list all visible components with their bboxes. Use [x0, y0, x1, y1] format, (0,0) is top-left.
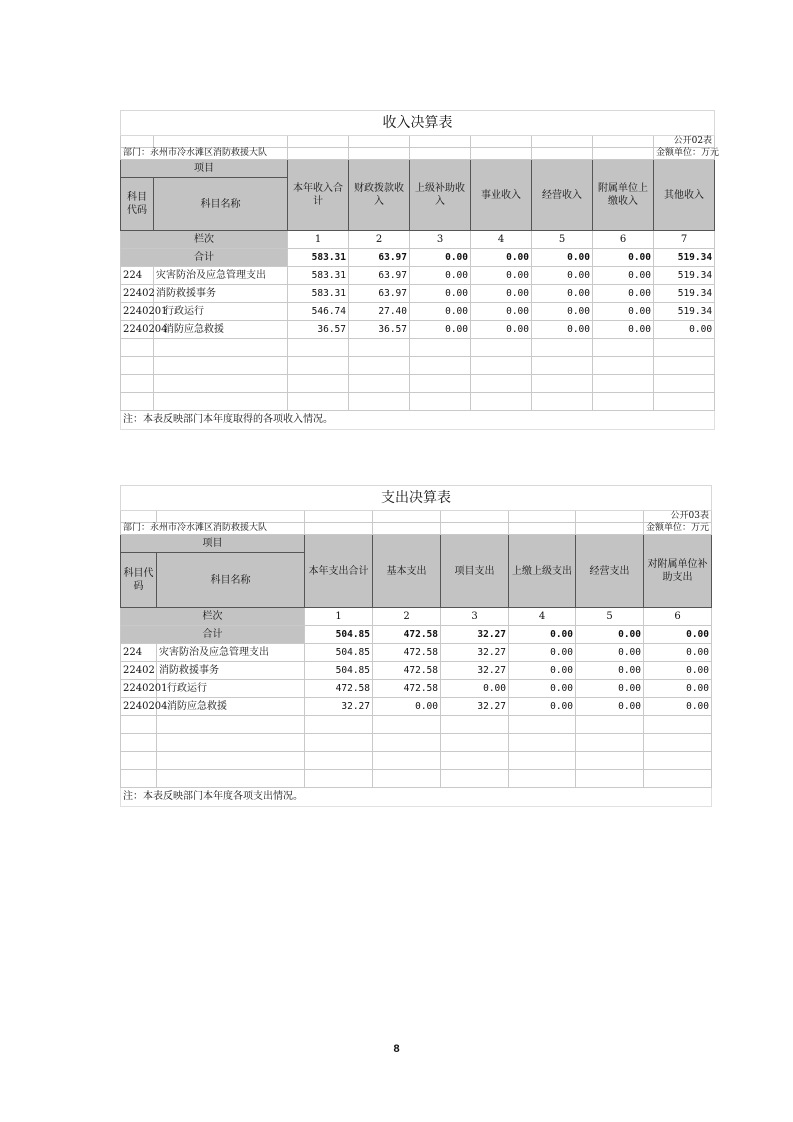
empty-row: [121, 339, 715, 357]
table-row: [121, 267, 715, 285]
row-value: 504.85: [305, 662, 373, 680]
income-index-cell: 1: [288, 231, 349, 249]
table-row: [121, 662, 712, 680]
income-title: 收入决算表: [121, 111, 715, 136]
income-index-cell: 6: [593, 231, 654, 249]
income-header-name: 科目名称: [154, 178, 288, 231]
income-col-header: 经营收入: [532, 160, 593, 231]
income-index-cell: 7: [654, 231, 715, 249]
expense-total-cell: 504.85: [305, 626, 373, 644]
income-col-header: 附属单位上缴收入: [593, 160, 654, 231]
row-value: 472.58: [373, 644, 441, 662]
row-name: 消防救援事务: [154, 285, 288, 303]
row-code: 2240204: [121, 321, 154, 339]
empty-row: [121, 770, 712, 788]
income-total-cell: 0.00: [593, 249, 654, 267]
row-value: 0.00: [471, 267, 532, 285]
row-value: 27.40: [349, 303, 410, 321]
row-value: 519.34: [654, 267, 715, 285]
expense-total-cell: 0.00: [509, 626, 576, 644]
income-index-cell: 3: [410, 231, 471, 249]
income-table: [120, 110, 720, 430]
income-index-cell: 4: [471, 231, 532, 249]
expense-col-header: 经营支出: [576, 535, 644, 608]
row-name: 行政运行: [157, 680, 305, 698]
row-code: 2240201: [121, 303, 154, 321]
expense-index-cell: 6: [644, 608, 712, 626]
row-name: 灾害防治及应急管理支出: [154, 267, 288, 285]
row-code: 22402: [121, 285, 154, 303]
income-col-header: 事业收入: [471, 160, 532, 231]
row-value: 0.00: [410, 303, 471, 321]
row-code: 2240204: [121, 698, 157, 716]
expense-index-cell: 5: [576, 608, 644, 626]
expense-total-cell: 0.00: [576, 626, 644, 644]
expense-col-header: 项目支出: [441, 535, 509, 608]
row-value: 546.74: [288, 303, 349, 321]
row-value: 0.00: [471, 303, 532, 321]
empty-row: [121, 375, 715, 393]
row-value: 0.00: [593, 303, 654, 321]
row-value: 63.97: [349, 285, 410, 303]
row-value: 0.00: [532, 303, 593, 321]
expense-note: 注：本表反映部门本年度各项支出情况。: [121, 788, 712, 807]
row-name: 消防救援事务: [157, 662, 305, 680]
row-value: 0.00: [532, 267, 593, 285]
income-department: 部门：永州市冷水滩区消防救援大队: [121, 148, 288, 160]
expense-header-code: 科目代码: [121, 553, 157, 608]
expense-col-header: 本年支出合计: [305, 535, 373, 608]
row-value: 0.00: [576, 644, 644, 662]
row-value: 472.58: [305, 680, 373, 698]
expense-statement: [120, 485, 711, 807]
expense-col-header: 上缴上级支出: [509, 535, 576, 608]
empty-row: [121, 357, 715, 375]
empty-row: [121, 752, 712, 770]
income-col-header: 本年收入合计: [288, 160, 349, 231]
expense-total-label: 合计: [121, 626, 305, 644]
expense-title: 支出决算表: [121, 486, 712, 511]
income-total-cell: 0.00: [532, 249, 593, 267]
row-value: 0.00: [644, 698, 712, 716]
row-value: 0.00: [644, 662, 712, 680]
row-value: 583.31: [288, 285, 349, 303]
income-total-cell: 0.00: [471, 249, 532, 267]
row-value: 0.00: [509, 662, 576, 680]
row-value: 0.00: [532, 321, 593, 339]
table-row: [121, 698, 712, 716]
row-value: 0.00: [532, 285, 593, 303]
income-col-header: 财政拨款收入: [349, 160, 410, 231]
row-value: 0.00: [471, 321, 532, 339]
income-index-cell: 5: [532, 231, 593, 249]
row-value: 63.97: [349, 267, 410, 285]
row-value: 32.27: [441, 662, 509, 680]
row-value: 0.00: [654, 321, 715, 339]
empty-row: [121, 393, 715, 411]
row-code: 224: [121, 644, 157, 662]
income-total-row: [121, 249, 715, 267]
row-value: 0.00: [410, 267, 471, 285]
row-name: 消防应急救援: [154, 321, 288, 339]
row-value: 0.00: [509, 644, 576, 662]
expense-col-header: 对附属单位补助支出: [644, 535, 712, 608]
income-total-cell: 519.34: [654, 249, 715, 267]
expense-index-cell: 1: [305, 608, 373, 626]
expense-amount-unit: 金额单位：万元: [644, 523, 712, 535]
income-col-header: 其他收入: [654, 160, 715, 231]
row-value: 32.27: [441, 698, 509, 716]
expense-index-cell: 4: [509, 608, 576, 626]
income-statement: [120, 110, 720, 430]
row-code: 22402: [121, 662, 157, 680]
row-value: 0.00: [644, 680, 712, 698]
row-name: 灾害防治及应急管理支出: [157, 644, 305, 662]
expense-department: 部门：永州市冷水滩区消防救援大队: [121, 523, 305, 535]
expense-header-name: 科目名称: [157, 553, 305, 608]
expense-index-cell: 2: [373, 608, 441, 626]
table-row: [121, 680, 712, 698]
row-value: 0.00: [509, 680, 576, 698]
expense-form-number: 公开03表: [644, 511, 712, 523]
table-row: [121, 285, 715, 303]
income-total-cell: 583.31: [288, 249, 349, 267]
row-value: 36.57: [349, 321, 410, 339]
row-value: 0.00: [576, 680, 644, 698]
expense-table: [120, 485, 712, 807]
income-header-code: 科目代码: [121, 178, 154, 231]
row-name: 消防应急救援: [157, 698, 305, 716]
income-col-header: 上级补助收入: [410, 160, 471, 231]
income-header-item: 项目: [121, 160, 288, 178]
table-row: [121, 303, 715, 321]
income-form-number: 公开02表: [654, 136, 715, 148]
row-code: 2240201: [121, 680, 157, 698]
row-value: 32.27: [305, 698, 373, 716]
income-note: 注：本表反映部门本年度取得的各项收入情况。: [121, 411, 715, 430]
page-number: 8: [393, 1043, 400, 1055]
expense-total-cell: 32.27: [441, 626, 509, 644]
row-name: 行政运行: [154, 303, 288, 321]
income-index-label: 栏次: [121, 231, 288, 249]
expense-total-cell: 0.00: [644, 626, 712, 644]
empty-row: [121, 716, 712, 734]
row-value: 519.34: [654, 285, 715, 303]
expense-header-item: 项目: [121, 535, 305, 553]
row-value: 0.00: [441, 680, 509, 698]
income-total-cell: 0.00: [410, 249, 471, 267]
income-total-cell: 63.97: [349, 249, 410, 267]
row-value: 504.85: [305, 644, 373, 662]
income-total-label: 合计: [121, 249, 288, 267]
row-value: 583.31: [288, 267, 349, 285]
row-value: 0.00: [576, 698, 644, 716]
expense-total-row: [121, 626, 712, 644]
income-index-cell: 2: [349, 231, 410, 249]
expense-index-cell: 3: [441, 608, 509, 626]
row-value: 472.58: [373, 662, 441, 680]
row-value: 519.34: [654, 303, 715, 321]
expense-col-header: 基本支出: [373, 535, 441, 608]
row-value: 0.00: [644, 644, 712, 662]
table-row: [121, 321, 715, 339]
row-value: 0.00: [373, 698, 441, 716]
row-value: 0.00: [410, 285, 471, 303]
row-value: 0.00: [509, 698, 576, 716]
row-value: 0.00: [593, 321, 654, 339]
empty-row: [121, 734, 712, 752]
row-value: 0.00: [410, 321, 471, 339]
expense-index-label: 栏次: [121, 608, 305, 626]
row-value: 0.00: [576, 662, 644, 680]
row-code: 224: [121, 267, 154, 285]
expense-total-cell: 472.58: [373, 626, 441, 644]
income-amount-unit: 金额单位：万元: [654, 148, 715, 160]
row-value: 0.00: [593, 285, 654, 303]
row-value: 0.00: [471, 285, 532, 303]
row-value: 472.58: [373, 680, 441, 698]
row-value: 36.57: [288, 321, 349, 339]
table-row: [121, 644, 712, 662]
row-value: 0.00: [593, 267, 654, 285]
row-value: 32.27: [441, 644, 509, 662]
